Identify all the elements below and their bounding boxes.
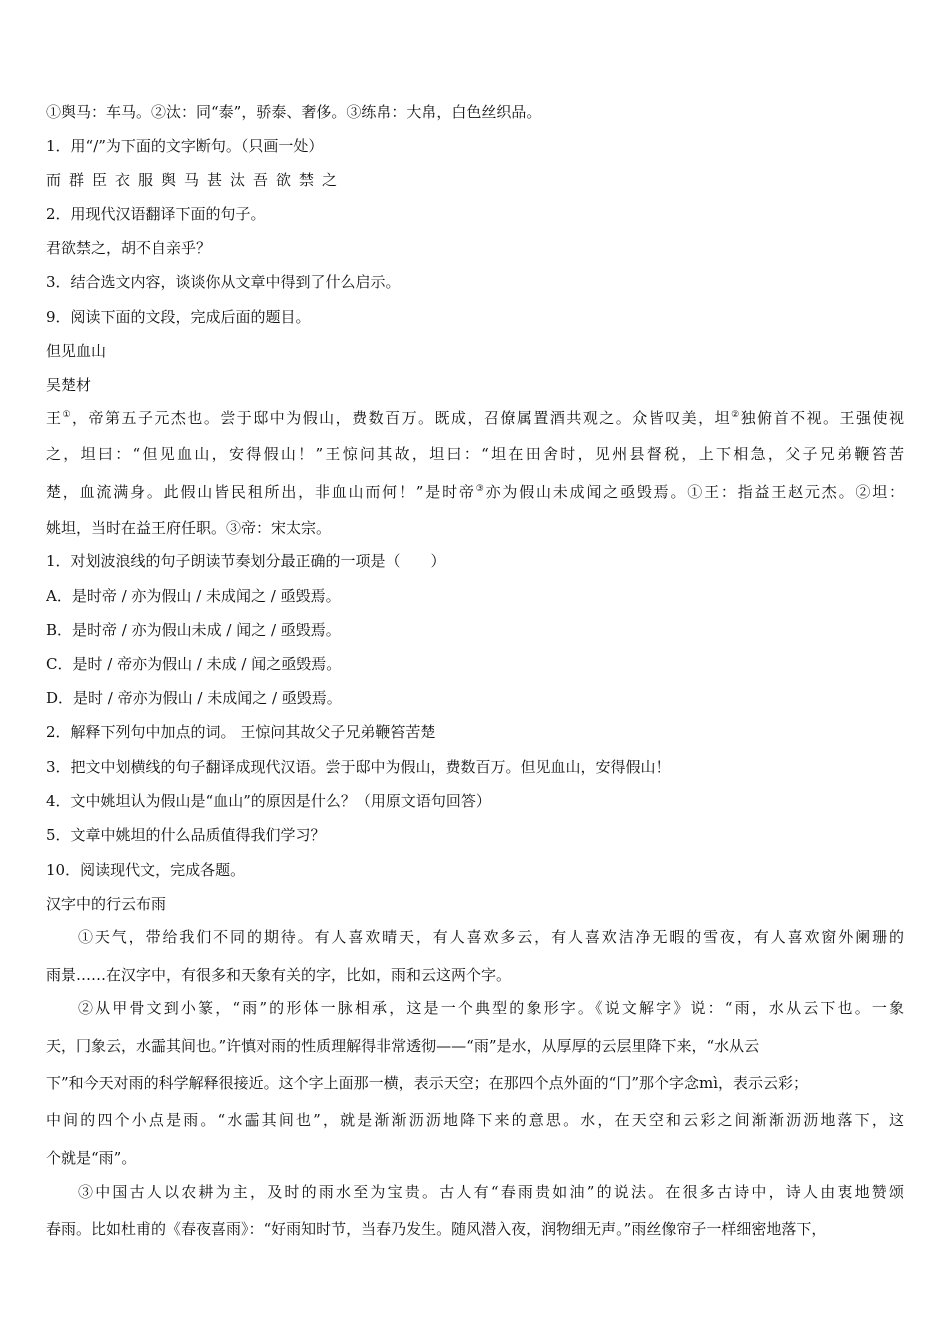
question-text: 5．文章中姚坦的什么品质值得我们学习？ bbox=[46, 826, 326, 844]
question-text: 3．结合选文内容，谈谈你从文章中得到了什么启示。 bbox=[46, 273, 401, 291]
passage-title: 但见血山 bbox=[46, 342, 107, 360]
passage-line: 雨景……在汉字中，有很多和天象有关的字，比如，雨和云这两个字。 bbox=[46, 966, 512, 984]
question-text: 4．文中姚坦认为假山是“血山”的原因是什么？（用原文语句回答） bbox=[46, 792, 491, 810]
passage-line: ②从甲骨文到小篆，“雨”的形体一脉相承，这是一个典型的象形字。《说文解字》说：“雨，水从云下也。一象 bbox=[78, 999, 904, 1017]
footnote-line: ①舆马：车马。②汰：同“泰”，骄泰、奢侈。③练帛：大帛，白色丝织品。 bbox=[46, 103, 542, 121]
section-heading: 10．阅读现代文，完成各题。 bbox=[46, 861, 246, 879]
question-text: 1．用“/”为下面的文字断句。（只画一处） bbox=[46, 137, 324, 155]
passage-line: ③中国古人以农耕为主，及时的雨水至为宝贵。古人有“春雨贵如油”的说法。在很多古诗中，诗人由衷地赞颂 bbox=[78, 1183, 904, 1201]
passage-line: 楚，血流满身。此假山皆民租所出，非血山而何！”是时帝③亦为假山未成闻之亟毁焉。①王：指益王赵元杰。②坦： bbox=[46, 483, 904, 501]
question-text: 2．用现代汉语翻译下面的句子。 bbox=[46, 205, 266, 223]
section-heading: 9．阅读下面的文段，完成后面的题目。 bbox=[46, 308, 311, 326]
passage-title: 汉字中的行云布雨 bbox=[46, 895, 167, 913]
passage-line: 个就是“雨”。 bbox=[46, 1149, 137, 1167]
choice-option: C．是时 / 帝亦为假山 / 未成 / 闻之亟毁焉。 bbox=[46, 655, 342, 673]
passage-line: 姚坦，当时在益王府任职。③帝：宋太宗。 bbox=[46, 519, 332, 537]
passage-author: 吴楚材 bbox=[46, 376, 92, 394]
passage-line: ①天气，带给我们不同的期待。有人喜欢晴天，有人喜欢多云，有人喜欢洁净无暇的雪夜，有人喜欢窗外阑珊的 bbox=[78, 928, 904, 946]
sentence-to-translate: 君欲禁之，胡不自亲乎？ bbox=[46, 239, 212, 257]
choice-option: B．是时帝 / 亦为假山未成 / 闻之 / 亟毁焉。 bbox=[46, 621, 341, 639]
question-text: 3．把文中划横线的句子翻译成现代汉语。尝于邸中为假山，费数百万。但见血山，安得假山！ bbox=[46, 758, 671, 776]
passage-line: 中间的四个小点是雨。“水霝其间也”，就是渐渐沥沥地降下来的意思。水，在天空和云彩之间渐渐沥沥地落下，这 bbox=[46, 1111, 904, 1129]
question-text: 2．解释下列句中加点的词。 王惊问其故父子兄弟鞭笞苦楚 bbox=[46, 723, 436, 741]
question-text: 1．对划波浪线的句子朗读节奏划分最正确的一项是（ ） bbox=[46, 552, 446, 570]
passage-line: 之，坦曰：“但见血山，安得假山！”王惊问其故，坦曰：“坦在田舍时，见州县督税，上下相急，父子兄弟鞭笞苦 bbox=[46, 445, 904, 463]
passage-line: 王①，帝第五子元杰也。尝于邸中为假山，费数百万。既成，召僚属置酒共观之。众皆叹美，坦②独俯首不视。王强使视 bbox=[46, 409, 904, 427]
sentence-to-punctuate: 而群臣衣服舆马甚汰吾欲禁之 bbox=[46, 171, 346, 189]
passage-line: 天，冂象云，水霝其间也。”许慎对雨的性质理解得非常透彻——“雨”是水，从厚厚的云层里降下来，“水从云 bbox=[46, 1037, 760, 1055]
choice-option: A．是时帝 / 亦为假山 / 未成闻之 / 亟毁焉。 bbox=[46, 587, 341, 605]
passage-line: 春雨。比如杜甫的《春夜喜雨》：“好雨知时节，当春乃发生。随风潜入夜，润物细无声。”雨丝像帘子一样细密地落下， bbox=[46, 1220, 827, 1238]
choice-option: D．是时 / 帝亦为假山 / 未成闻之 / 亟毁焉。 bbox=[46, 689, 342, 707]
passage-line: 下”和今天对雨的科学解释很接近。这个字上面那一横，表示天空；在那四个点外面的“冂”那个字念mì，表示云彩； bbox=[46, 1074, 809, 1092]
